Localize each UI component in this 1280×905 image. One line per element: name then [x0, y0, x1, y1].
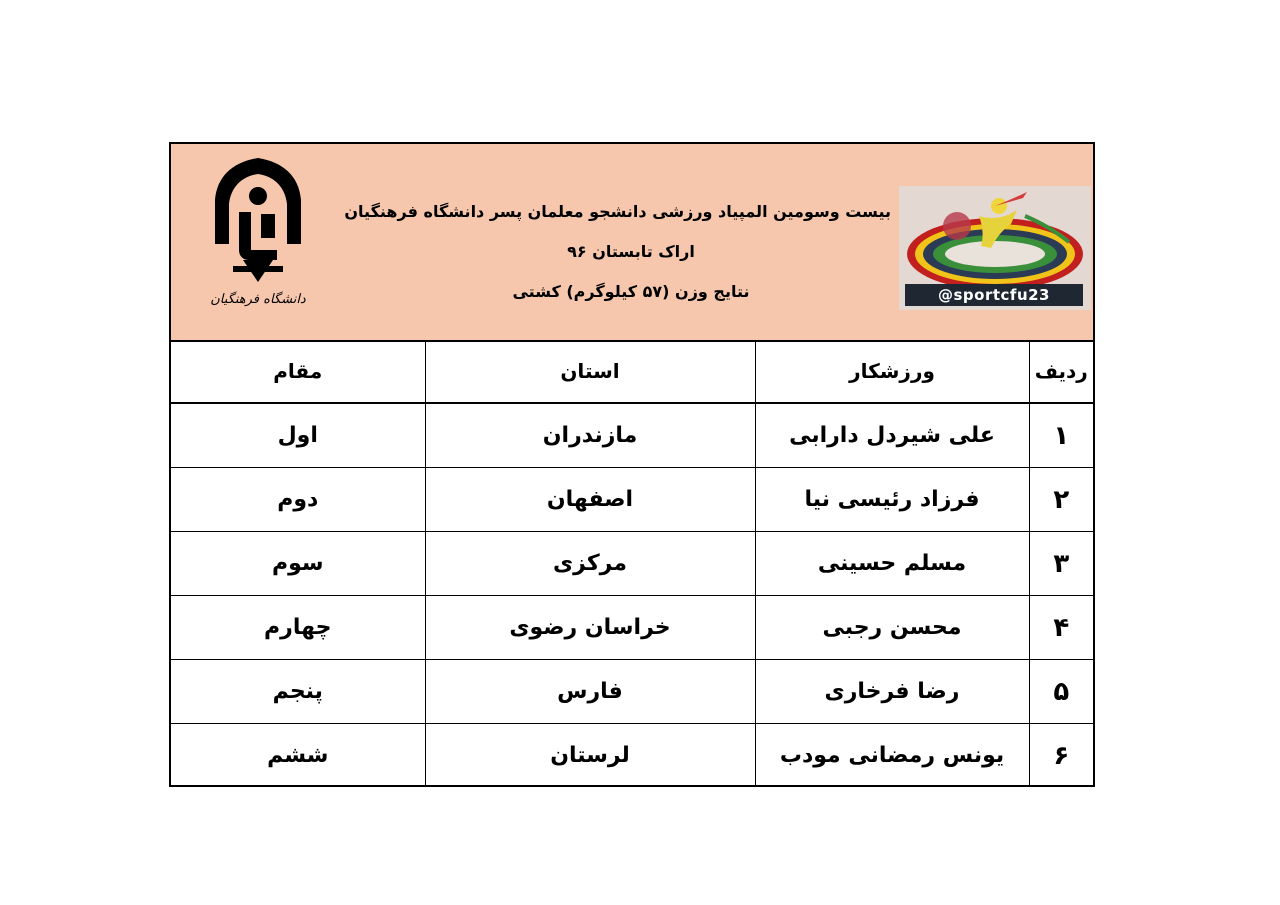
rank-label: اول: [171, 403, 425, 468]
results-table: [171, 340, 1093, 787]
athlete-name: یونس رمضانی مودب: [755, 724, 1029, 788]
rank-label: پنجم: [171, 660, 425, 724]
page-title: بیست وسومین المپیاد ورزشی دانشجو معلمان پسر دانشگاه فرهنگیان: [344, 202, 891, 221]
farhangian-emblem-icon: [203, 154, 313, 294]
row-number: ۲: [1029, 468, 1093, 532]
province-name: فارس: [425, 660, 755, 724]
table-row: [171, 660, 1093, 724]
table-header-row: [171, 340, 1093, 403]
table-row: [171, 532, 1093, 596]
table-row: [171, 403, 1093, 468]
sport-olympiad-logo: [899, 186, 1091, 310]
athlete-name: مسلم حسینی: [755, 532, 1029, 596]
header-athlete: ورزشکار: [755, 340, 1029, 403]
title-block: [344, 202, 891, 322]
results-sheet: [169, 142, 1095, 787]
row-number: ۶: [1029, 724, 1093, 788]
event-location-date: اراک تابستان ۹۶: [567, 242, 695, 261]
province-name: مازندران: [425, 403, 755, 468]
sheet-header: [171, 144, 1093, 342]
athlete-name: محسن رجبی: [755, 596, 1029, 660]
rank-label: سوم: [171, 532, 425, 596]
university-logo-caption: دانشگاه فرهنگیان: [210, 292, 306, 307]
header-row-number: ردیف: [1029, 340, 1093, 403]
farhangian-university-logo: [203, 154, 313, 314]
rank-label: دوم: [171, 468, 425, 532]
athlete-name: علی شیردل دارابی: [755, 403, 1029, 468]
social-handle-badge: @sportcfu23: [905, 284, 1083, 306]
header-rank: مقام: [171, 340, 425, 403]
row-number: ۳: [1029, 532, 1093, 596]
rank-label: ششم: [171, 724, 425, 788]
table-row: [171, 468, 1093, 532]
row-number: ۱: [1029, 403, 1093, 468]
row-number: ۴: [1029, 596, 1093, 660]
province-name: خراسان رضوی: [425, 596, 755, 660]
province-name: لرستان: [425, 724, 755, 788]
province-name: اصفهان: [425, 468, 755, 532]
row-number: ۵: [1029, 660, 1093, 724]
province-name: مرکزی: [425, 532, 755, 596]
weight-class-subtitle: نتایج وزن (۵۷ کیلوگرم) کشتی: [512, 282, 750, 301]
rank-label: چهارم: [171, 596, 425, 660]
header-province: استان: [425, 340, 755, 403]
athlete-name: فرزاد رئیسی نیا: [755, 468, 1029, 532]
table-row: [171, 596, 1093, 660]
athlete-name: رضا فرخاری: [755, 660, 1029, 724]
table-row: [171, 724, 1093, 788]
